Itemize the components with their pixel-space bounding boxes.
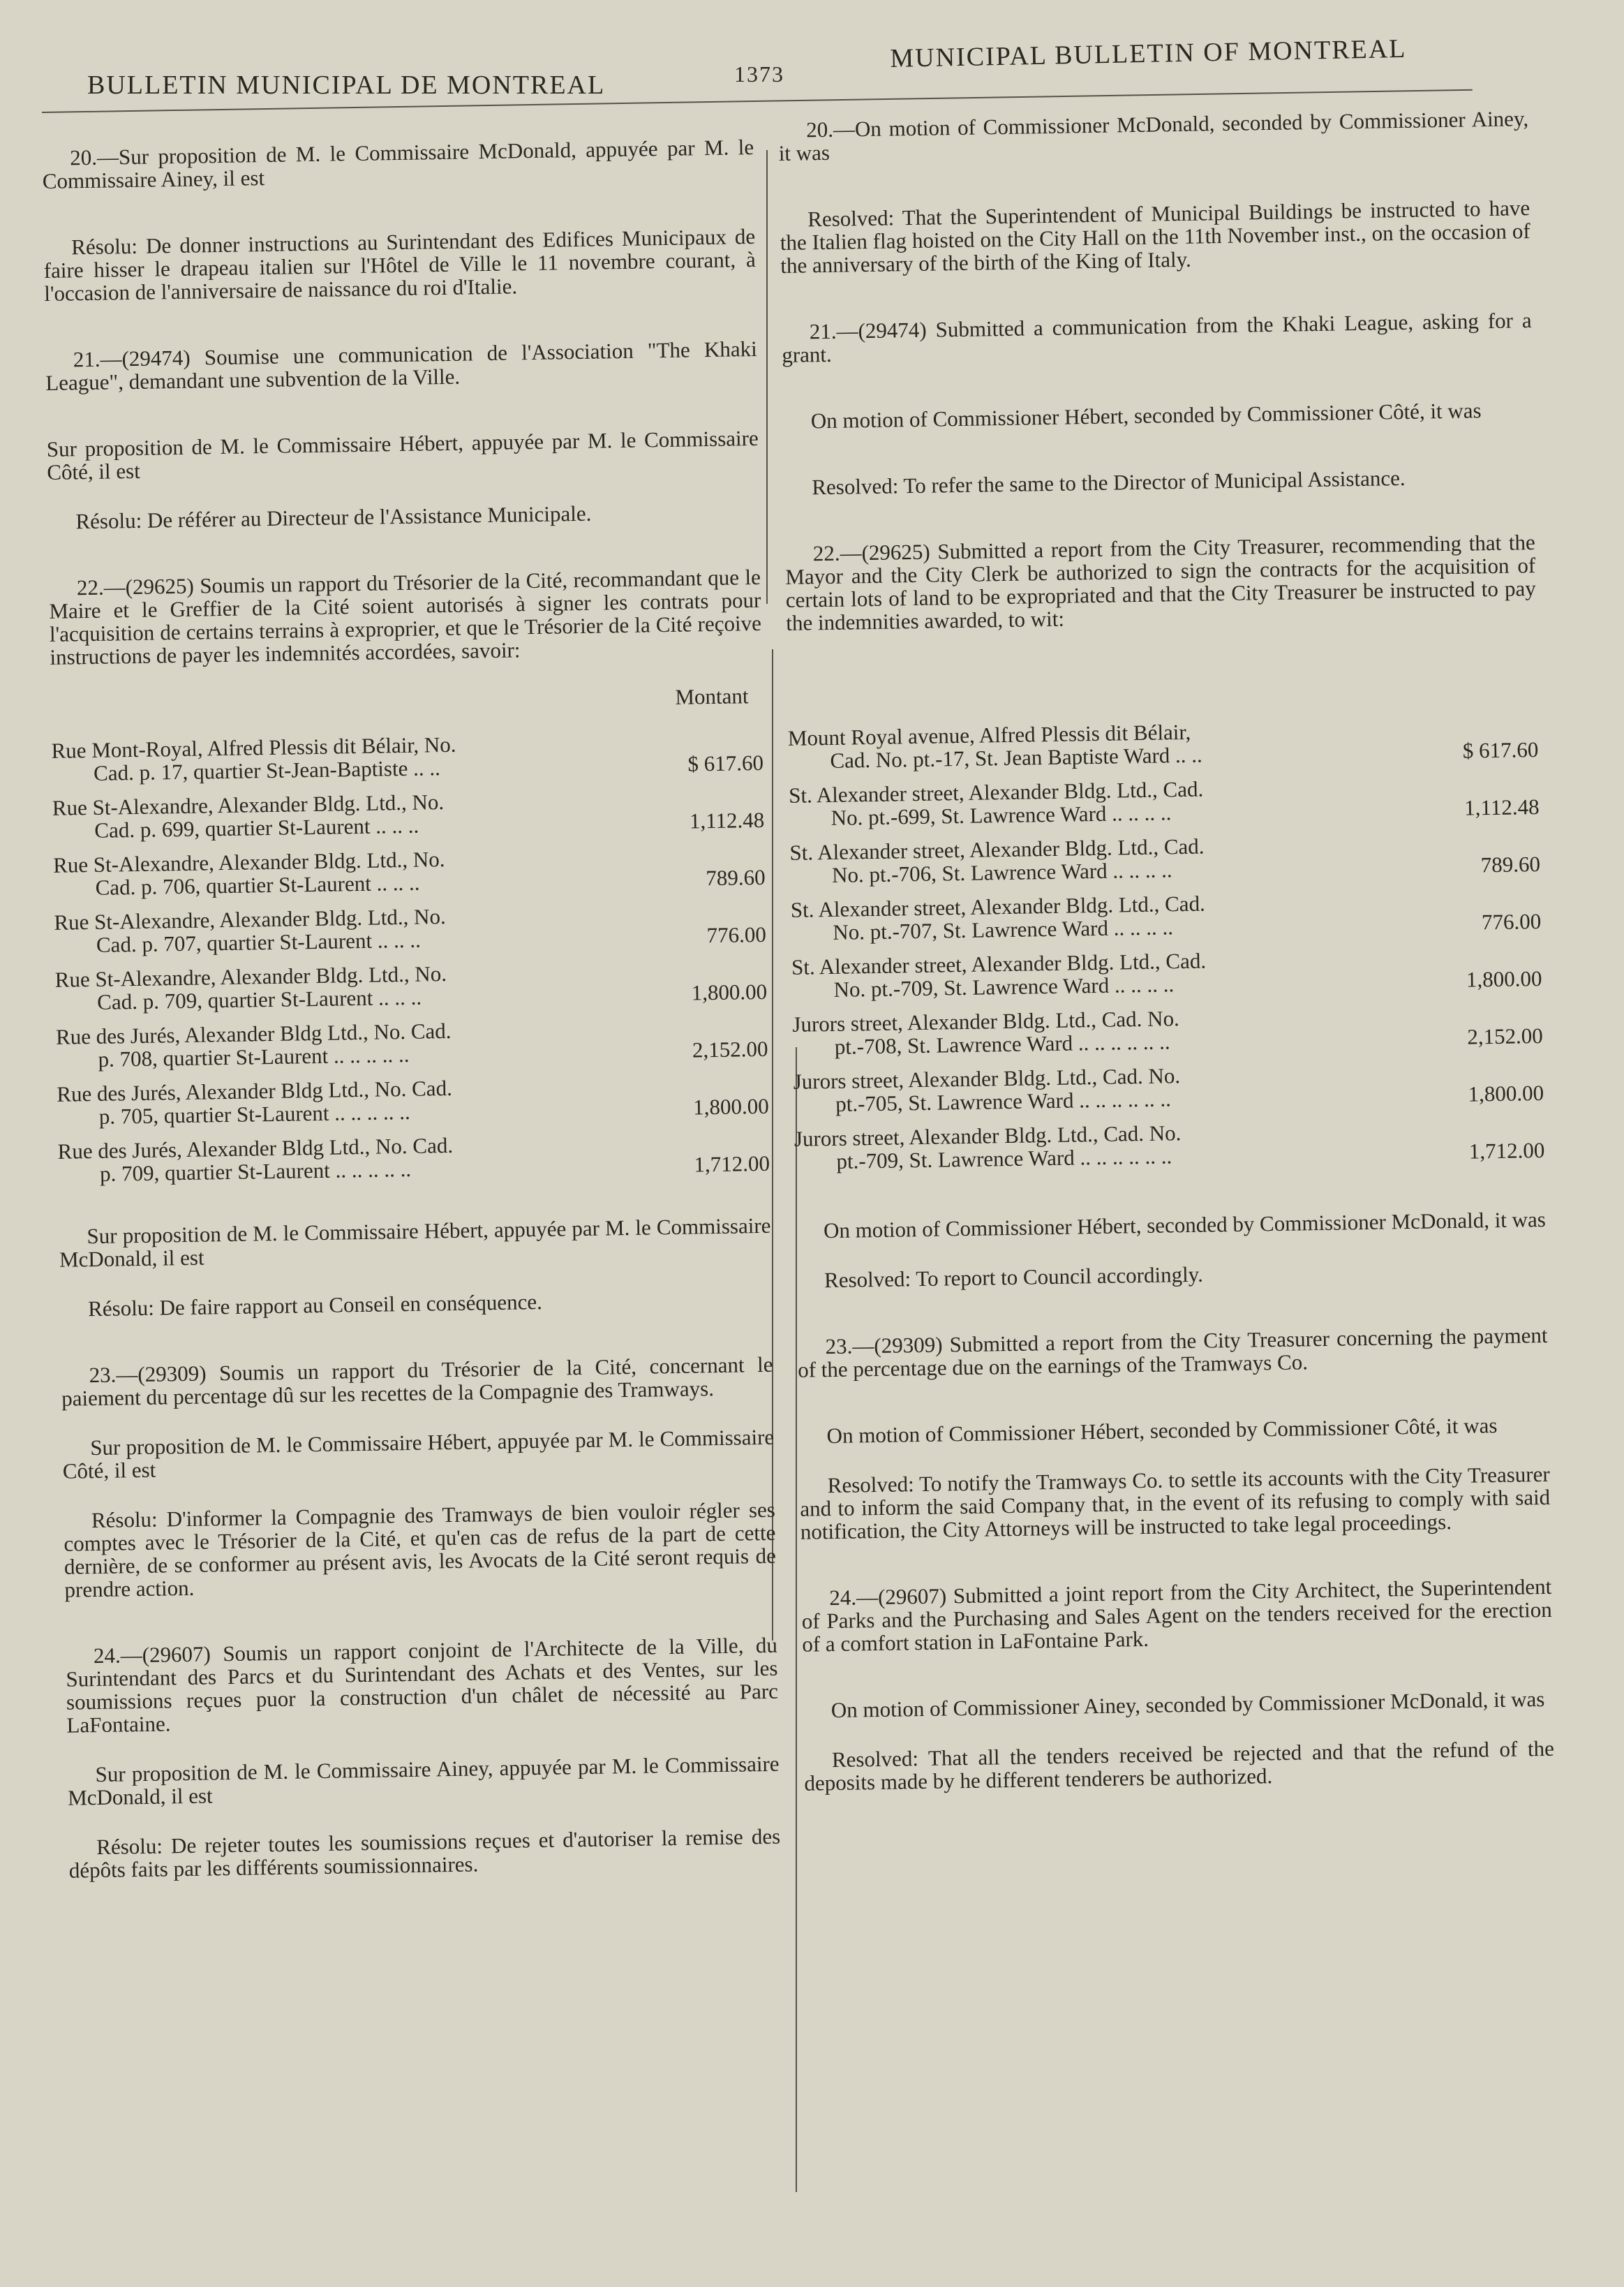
- header-french-title: BULLETIN MUNICIPAL DE MONTREAL: [87, 71, 606, 100]
- item-22-en-resolved: Resolved: To report to Council accordingly.: [824, 1261, 1204, 1293]
- item-21-en-motion: On motion of Commissioner Hébert, seconded by Commissioner Côté, it was: [810, 398, 1482, 434]
- row-line-2: pt.-705, St. Lawrence Ward .. .. .. .. .. ..: [835, 1086, 1172, 1116]
- row-line-2: Cad. p. 706, quartier St-Laurent .. .. ..: [95, 870, 420, 900]
- item-20-fr-resolu: Résolu: De donner instructions au Surintendant des Edifices Municipaux de faire hisser le drapeau italien sur l'Hôtel de Ville le 11 novembre courant, à l'occasion de l'anniversaire de naissance du roi d'Italie.: [43, 223, 756, 306]
- row-line-2: No. pt.-709, St. Lawrence Ward .. .. .. ..: [833, 972, 1175, 1002]
- table-row: [791, 887, 1542, 945]
- table-row: [788, 715, 1539, 773]
- row-line-2: pt.-709, St. Lawrence Ward .. .. .. .. .. ..: [836, 1144, 1172, 1174]
- item-23-fr-resolu: Résolu: D'informer la Compagnie des Tramways de bien vouloir régler ses comptes avec le Trésorier de la Cité, et qu'en cas de refus de la part de cette dernière, de se conformer au présent avis, les Avocats de la Cité seront requis de prendre action.: [64, 1497, 777, 1602]
- row-amount: 789.60: [1480, 851, 1541, 878]
- item-23-en-motion: On motion of Commissioner Hébert, seconded by Commissioner Côté, it was: [826, 1413, 1498, 1449]
- row-line-2: Cad. p. 17, quartier St-Jean-Baptiste .. ..: [93, 755, 441, 785]
- item-24-fr-motion: Sur proposition de M. le Commissaire Ainey, appuyée par M. le Commissaire McDonald, il est: [67, 1751, 780, 1810]
- item-20-fr: 20.—Sur proposition de M. le Commissaire McDonald, appuyée par M. le Commissaire Ainey, il est: [42, 134, 754, 193]
- row-line-2: Cad. p. 709, quartier St-Laurent .. .. ..: [96, 984, 422, 1014]
- row-line-2: No. pt.-707, St. Lawrence Ward .. .. .. ..: [833, 915, 1174, 945]
- item-23-en: 23.—(29309) Submitted a report from the City Treasurer concerning the payment of the percentage due on the earnings of the Tramways Co.: [797, 1322, 1548, 1382]
- row-amount: 1,800.00: [691, 979, 768, 1005]
- item-20-en: 20.—On motion of Commissioner McDonald, seconded by Commissioner Ainey, it was: [778, 106, 1529, 165]
- table-row: [53, 843, 766, 900]
- table-row: [57, 1072, 769, 1129]
- row-line-2: p. 708, quartier St-Laurent .. .. .. .. ..: [98, 1042, 410, 1072]
- table-row: [794, 1116, 1545, 1174]
- row-line-2: Cad. p. 699, quartier St-Laurent .. .. ..: [94, 813, 419, 843]
- item-23-fr: 23.—(29309) Soumis un rapport du Trésorier de la Cité, concernant le paiement du percentage dû sur les recettes de la Compagnie des Tramways.: [61, 1352, 773, 1411]
- row-line-1: Rue des Jurés, Alexander Bldg Ltd., No. Cad.: [55, 1018, 452, 1049]
- row-line-1: St. Alexander street, Alexander Bldg. Ltd., Cad.: [791, 948, 1207, 979]
- row-line-2: pt.-708, St. Lawrence Ward .. .. .. .. .. ..: [834, 1029, 1170, 1059]
- row-amount: $ 617.60: [1462, 737, 1539, 763]
- row-amount: 2,152.00: [692, 1036, 768, 1063]
- row-line-1: Rue St-Alexandre, Alexander Bldg. Ltd., No.: [54, 904, 447, 935]
- montant-heading: Montant: [675, 683, 749, 709]
- row-amount: 789.60: [706, 864, 766, 891]
- row-line-1: St. Alexander street, Alexander Bldg. Ltd., Cad.: [788, 776, 1204, 808]
- item-21-en-resolved: Resolved: To refer the same to the Director of Municipal Assistance.: [812, 465, 1406, 500]
- row-line-1: Mount Royal avenue, Alfred Plessis dit Bélair,: [787, 719, 1191, 750]
- item-22-fr-motion: Sur proposition de M. le Commissaire Hébert, appuyée par M. le Commissaire McDonald, il est: [59, 1213, 771, 1272]
- row-line-1: Jurors street, Alexander Bldg. Ltd., Cad. No.: [792, 1006, 1180, 1037]
- row-line-1: Rue Mont-Royal, Alfred Plessis dit Bélair, No.: [51, 732, 456, 763]
- item-24-fr-resolu: Résolu: De rejeter toutes les soumissions reçues et d'autoriser la remise des dépôts faits par les différents soumissionnaires.: [68, 1823, 781, 1883]
- row-amount: 1,112.48: [689, 807, 765, 834]
- row-line-1: Jurors street, Alexander Bldg. Ltd., Cad. No.: [793, 1063, 1181, 1094]
- row-line-2: No. pt.-706, St. Lawrence Ward .. .. .. ..: [831, 857, 1172, 887]
- french-column: [42, 135, 782, 1925]
- row-line-2: Cad. p. 707, quartier St-Laurent .. .. ..: [96, 927, 422, 957]
- table-row: [56, 1014, 768, 1072]
- row-line-1: St. Alexander street, Alexander Bldg. Ltd., Cad.: [790, 891, 1206, 922]
- row-line-2: p. 705, quartier St-Laurent .. .. .. .. ..: [98, 1099, 411, 1129]
- item-24-fr: 24.—(29607) Soumis un rapport conjoint de l'Architecte de la Ville, du Surintendant des Parcs et du Surintendant des Achats et des Ventes, sur les soumissions reçues puor la construction d'un châlet de nécessité au Parc LaFontaine.: [66, 1632, 779, 1738]
- row-amount: 1,800.00: [692, 1093, 769, 1120]
- row-line-1: Rue des Jurés, Alexander Bldg Ltd., No. Cad.: [57, 1075, 453, 1107]
- item-20-en-resolved: Resolved: That the Superintendent of Municipal Buildings be instructed to have the Italien flag hoisted on the City Hall on the 11th November inst., on the occasion of the anniversary of the birth of the King of Italy.: [780, 195, 1530, 278]
- table-row: [789, 829, 1540, 887]
- row-line-1: Rue St-Alexandre, Alexander Bldg. Ltd., No.: [52, 790, 445, 820]
- row-amount: 776.00: [706, 922, 767, 948]
- item-24-en-motion: On motion of Commissioner Ainey, seconded by Commissioner McDonald, it was: [830, 1687, 1545, 1723]
- row-line-1: Jurors street, Alexander Bldg. Ltd., Cad. No.: [794, 1120, 1182, 1151]
- table-row: [54, 957, 767, 1014]
- item-23-en-resolved: Resolved: To notify the Tramways Co. to settle its accounts with the City Treasurer and to inform the said Company that, in the event of its refusing to comply with said notification, the City Attorneys will be instructed to take legal proceedings.: [800, 1461, 1551, 1544]
- item-21-en: 21.—(29474) Submitted a communication from the Khaki League, asking for a grant.: [782, 308, 1532, 367]
- table-row: [789, 772, 1540, 830]
- row-amount: 776.00: [1481, 908, 1542, 935]
- item-23-fr-motion: Sur proposition de M. le Commissaire Hébert, appuyée par M. le Commissaire Côté, il est: [62, 1424, 775, 1483]
- item-24-en-resolved: Resolved: That all the tenders received be rejected and that the refund of the deposits made by he different tenderers be authorized.: [804, 1735, 1555, 1796]
- item-22-en: 22.—(29625) Submitted a report from the City Treasurer, recommending that the Mayor and the City Clerk be authorized to sign the contracts for the acquisition of certain lots of land to be expropriated and that the City Treasurer be instructed to pay the indemnities awarded, to wit:: [785, 530, 1536, 635]
- english-column: [778, 107, 1556, 1838]
- table-row: [791, 944, 1542, 1002]
- item-22-fr-resolu: Résolu: De faire rapport au Conseil en conséquence.: [87, 1289, 543, 1322]
- row-amount: $ 617.60: [687, 750, 764, 776]
- row-line-1: Rue St-Alexandre, Alexander Bldg. Ltd., No.: [54, 961, 447, 992]
- row-line-1: Rue des Jurés, Alexander Bldg Ltd., No. Cad.: [57, 1132, 454, 1164]
- item-22-en-motion: On motion of Commissioner Hébert, seconded by Commissioner McDonald, it was: [823, 1206, 1547, 1243]
- header-english-title: MUNICIPAL BULLETIN OF MONTREAL: [890, 34, 1407, 73]
- table-row: [52, 785, 765, 843]
- table-row: [54, 900, 766, 957]
- table-row: [51, 728, 763, 785]
- table-row: [57, 1129, 770, 1186]
- table-row: [792, 1001, 1543, 1059]
- row-line-2: Cad. No. pt.-17, St. Jean Baptiste Ward .. ..: [830, 742, 1203, 773]
- row-amount: 1,800.00: [1468, 1080, 1544, 1107]
- row-amount: 1,800.00: [1466, 965, 1542, 992]
- row-line-1: Rue St-Alexandre, Alexander Bldg. Ltd., No.: [52, 847, 445, 878]
- row-line-1: St. Alexander street, Alexander Bldg. Ltd., Cad.: [789, 834, 1205, 865]
- item-24-en: 24.—(29607) Submitted a joint report from the City Architect, the Superintendent of Parks and the Purchasing and Sales Agent on the tenders received for the erection of a comfort station in LaFontaine Park.: [801, 1574, 1552, 1657]
- row-amount: 1,112.48: [1463, 794, 1540, 820]
- column-divider: [766, 150, 768, 604]
- row-amount: 1,712.00: [694, 1150, 770, 1177]
- item-21-fr: 21.—(29474) Soumise une communication de l'Association "The Khaki League", demandant une subvention de la Ville.: [45, 336, 757, 395]
- row-amount: 2,152.00: [1467, 1023, 1544, 1049]
- item-21-fr-motion: Sur proposition de M. le Commissaire Hébert, appuyée par M. le Commissaire Côté, il est: [46, 425, 759, 484]
- row-amount: 1,712.00: [1468, 1137, 1545, 1164]
- table-row: [793, 1058, 1544, 1116]
- item-22-fr: 22.—(29625) Soumis un rapport du Trésorier de la Cité, recommandant que le Maire et le Greffier de la Cité soient autorisés à signer les contrats pour l'acquisition de certains terrains à exproprier, et que le Trésorier de la Cité reçoive instructions de payer les indemnités accordées, savoir:: [49, 564, 762, 669]
- row-line-2: p. 709, quartier St-Laurent .. .. .. .. ..: [99, 1156, 412, 1186]
- page-number: 1373: [734, 61, 784, 87]
- item-21-fr-resolu: Résolu: De référer au Directeur de l'Assistance Municipale.: [75, 501, 592, 534]
- row-line-2: No. pt.-699, St. Lawrence Ward .. .. .. ..: [830, 800, 1172, 830]
